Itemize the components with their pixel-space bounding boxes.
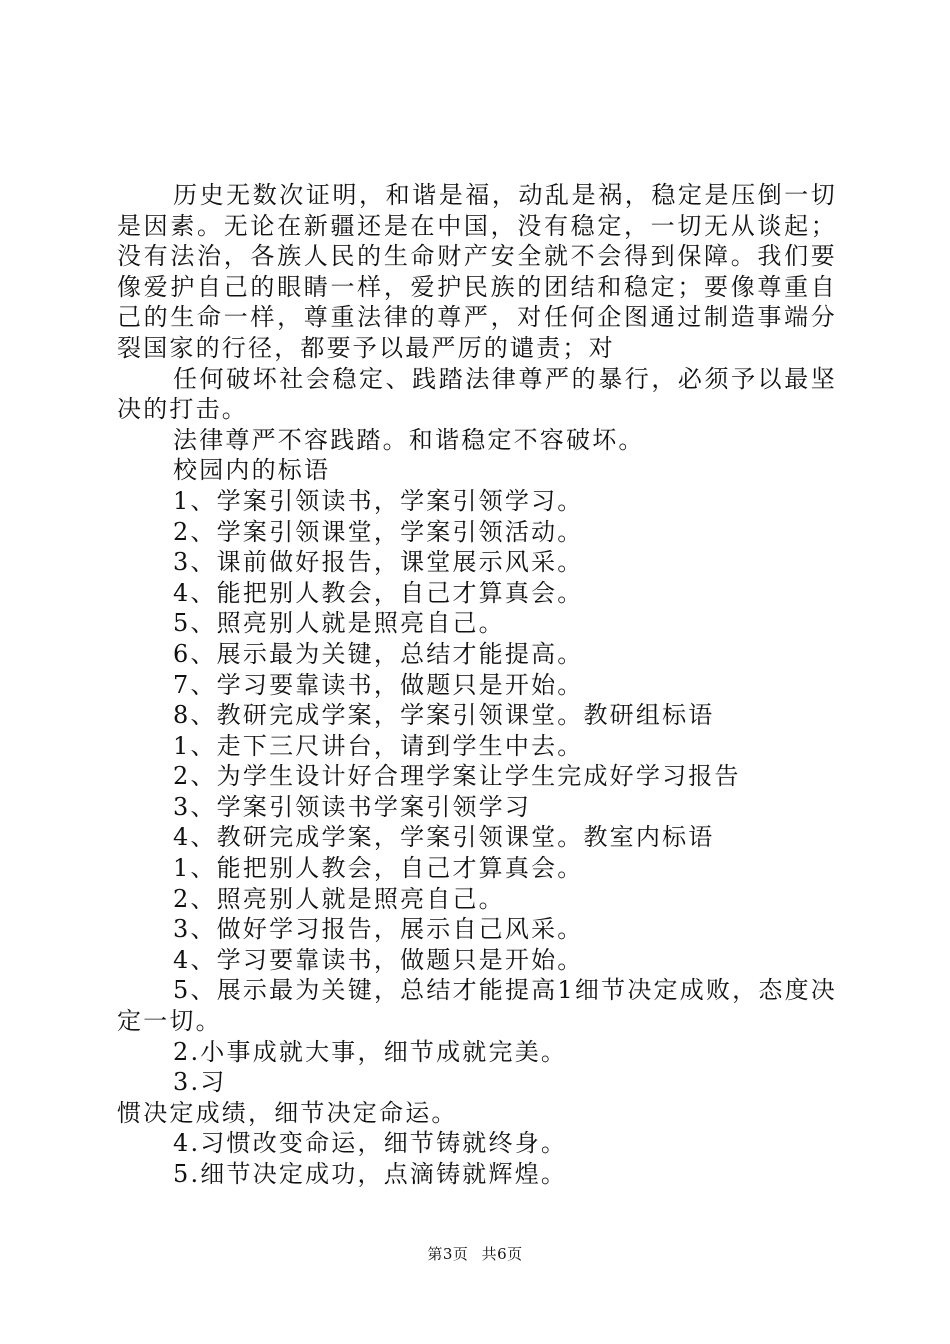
- paragraph: 法律尊严不容践踏。和谐稳定不容破坏。: [173, 425, 645, 454]
- list-item: 2、照亮别人就是照亮自己。: [173, 884, 505, 913]
- page-footer: [0, 1243, 950, 1264]
- list-item: 5、展示最为关键，总结才能提高1细节决定成败，态度决定一切。: [117, 976, 837, 1036]
- list-item: 1、能把别人教会，自己才算真会。: [173, 854, 584, 883]
- list-item: 1、学案引领读书，学案引领学习。: [173, 486, 584, 515]
- list-item: 2、为学生设计好合理学案让学生完成好学习报告: [173, 762, 741, 791]
- list-item: 5.细节决定成功，点滴铸就辉煌。: [173, 1160, 568, 1188]
- paragraph: 历史无数次证明，和谐是福，动乱是祸，稳定是压倒一切是因素。无论在新疆还是在中国，没有稳定，一切无从谈起；没有法治，各族人民的生命财产安全就不会得到保障。我们要像爱护自己的眼睛一样，爱护民族的团结和稳定；要像尊重自己的生命一样，尊重法律的尊严，对任何企图通过制造事端分裂国家的行径，都要予以最严厉的谴责；对: [117, 181, 837, 362]
- list-item: 3、学案引领读书学案引领学习: [173, 792, 532, 821]
- list-item: 4.习惯改变命运，细节铸就终身。: [173, 1129, 568, 1158]
- list-item-continuation: 惯决定成绩，细节决定命运。: [117, 1098, 458, 1127]
- list-item: 8、教研完成学案，学案引领课堂。教研组标语: [173, 701, 715, 730]
- page-total: 共6页: [481, 1245, 523, 1263]
- list-item: 4、教研完成学案，学案引领课堂。教室内标语: [173, 823, 715, 852]
- list-item: 4、能把别人教会，自己才算真会。: [173, 578, 584, 607]
- list-item: 2.小事成就大事，细节成就完美。: [173, 1037, 568, 1066]
- list-item: 5、照亮别人就是照亮自己。: [173, 609, 505, 638]
- list-item: 4、学习要靠读书，做题只是开始。: [173, 945, 584, 974]
- list-item: 3、课前做好报告，课堂展示风采。: [173, 548, 584, 577]
- list-item: 3.习: [173, 1068, 227, 1097]
- page-number: 第3页: [427, 1245, 469, 1263]
- document-body: [117, 180, 837, 1190]
- paragraph: 任何破坏社会稳定、践踏法律尊严的暴行，必须予以最坚决的打击。: [117, 364, 837, 424]
- list-item: 1、走下三尺讲台，请到学生中去。: [173, 731, 584, 760]
- list-item: 2、学案引领课堂，学案引领活动。: [173, 517, 584, 546]
- list-item: 7、学习要靠读书，做题只是开始。: [173, 670, 584, 699]
- list-item: 6、展示最为关键，总结才能提高。: [173, 639, 584, 668]
- list-item: 3、做好学习报告，展示自己风采。: [173, 915, 584, 944]
- section-heading: 校园内的标语: [173, 456, 331, 485]
